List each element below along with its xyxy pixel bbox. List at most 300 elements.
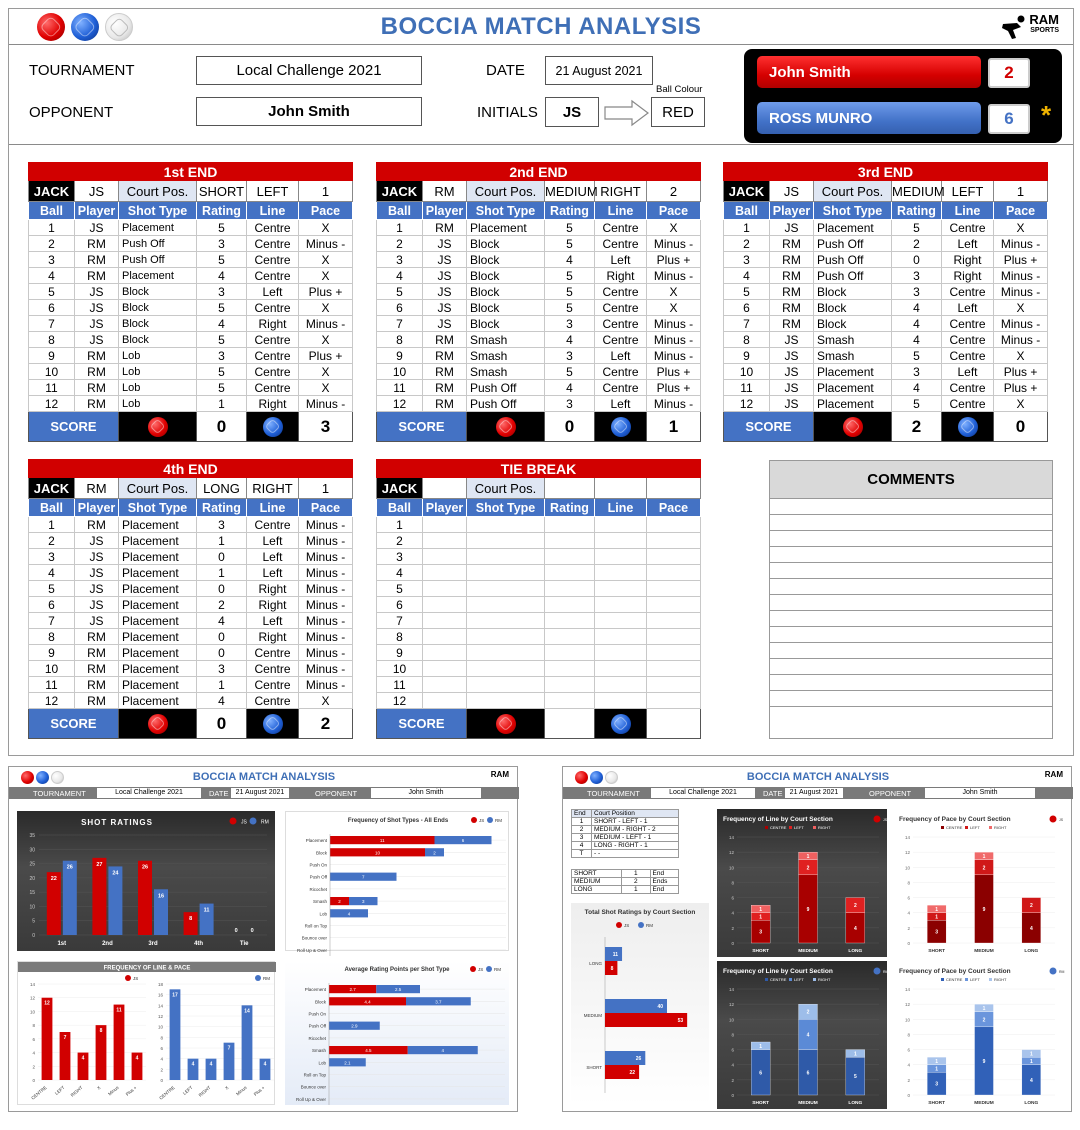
cell-shot-type[interactable]: Placement <box>814 220 892 236</box>
comment-line[interactable] <box>770 595 1052 611</box>
court-side-cell[interactable]: LEFT <box>942 181 994 202</box>
cell-pace[interactable] <box>647 517 701 533</box>
cell-shot-type[interactable]: Smash <box>467 348 545 364</box>
cell-rating[interactable]: 3 <box>197 661 247 677</box>
cell-player[interactable]: JS <box>770 364 814 380</box>
cell-player[interactable] <box>423 693 467 709</box>
cell-line[interactable]: Left <box>247 533 299 549</box>
cell-rating[interactable]: 5 <box>197 252 247 268</box>
cell-shot-type[interactable]: Placement <box>119 645 197 661</box>
cell-player[interactable] <box>423 629 467 645</box>
cell-pace[interactable]: X <box>994 396 1048 412</box>
cell-line[interactable]: Centre <box>247 693 299 709</box>
cell-line[interactable]: Centre <box>247 268 299 284</box>
cell-pace[interactable]: Minus - <box>994 332 1048 348</box>
cell-player[interactable]: RM <box>423 364 467 380</box>
opponent-field[interactable]: John Smith <box>196 97 422 126</box>
cell-shot-type[interactable]: Block <box>467 252 545 268</box>
cell-shot-type[interactable]: Smash <box>814 332 892 348</box>
cell-line[interactable]: Centre <box>942 396 994 412</box>
cell-shot-type[interactable]: Placement <box>119 517 197 533</box>
court-side-cell[interactable]: LEFT <box>247 181 299 202</box>
cell-line[interactable] <box>595 677 647 693</box>
cell-player[interactable]: JS <box>75 613 119 629</box>
cell-shot-type[interactable]: Placement <box>814 396 892 412</box>
comment-line[interactable] <box>770 643 1052 659</box>
cell-pace[interactable] <box>647 533 701 549</box>
cell-pace[interactable]: Minus - <box>299 677 353 693</box>
court-side-cell[interactable]: RIGHT <box>247 478 299 499</box>
cell-player[interactable]: JS <box>423 252 467 268</box>
cell-shot-type[interactable]: Placement <box>119 629 197 645</box>
cell-player[interactable]: RM <box>75 677 119 693</box>
cell-line[interactable]: Left <box>595 348 647 364</box>
jack-player-cell[interactable]: RM <box>423 181 467 202</box>
cell-line[interactable] <box>595 549 647 565</box>
cell-line[interactable]: Centre <box>595 364 647 380</box>
cell-line[interactable]: Centre <box>595 236 647 252</box>
cell-pace[interactable]: X <box>299 332 353 348</box>
cell-pace[interactable]: X <box>299 300 353 316</box>
comment-line[interactable] <box>770 611 1052 627</box>
cell-shot-type[interactable] <box>467 549 545 565</box>
cell-player[interactable] <box>423 533 467 549</box>
cell-rating[interactable]: 0 <box>197 645 247 661</box>
cell-player[interactable]: JS <box>423 316 467 332</box>
cell-pace[interactable]: Plus + <box>994 252 1048 268</box>
cell-rating[interactable]: 4 <box>197 693 247 709</box>
court-depth-cell[interactable]: MEDIUM <box>545 181 595 202</box>
cell-pace[interactable]: Plus + <box>994 380 1048 396</box>
cell-shot-type[interactable]: Placement <box>119 533 197 549</box>
cell-shot-type[interactable]: Lob <box>119 380 197 396</box>
cell-pace[interactable]: Minus - <box>647 332 701 348</box>
cell-player[interactable]: RM <box>770 316 814 332</box>
cell-line[interactable]: Centre <box>247 661 299 677</box>
cell-pace[interactable]: Minus - <box>994 236 1048 252</box>
cell-line[interactable]: Left <box>247 549 299 565</box>
cell-pace[interactable]: Minus - <box>299 236 353 252</box>
cell-shot-type[interactable]: Block <box>814 300 892 316</box>
cell-pace[interactable]: Plus + <box>647 252 701 268</box>
cell-shot-type[interactable]: Lob <box>119 348 197 364</box>
cell-line[interactable] <box>595 629 647 645</box>
cell-line[interactable]: Left <box>942 300 994 316</box>
comment-line[interactable] <box>770 659 1052 675</box>
cell-rating[interactable] <box>545 693 595 709</box>
initials-field[interactable]: JS <box>545 97 599 127</box>
comment-line[interactable] <box>770 499 1052 515</box>
cell-shot-type[interactable]: Lob <box>119 364 197 380</box>
cell-pace[interactable]: X <box>299 364 353 380</box>
cell-shot-type[interactable]: Placement <box>119 677 197 693</box>
cell-shot-type[interactable]: Placement <box>814 380 892 396</box>
cell-pace[interactable] <box>647 645 701 661</box>
cell-line[interactable]: Centre <box>247 380 299 396</box>
cell-rating[interactable]: 1 <box>197 396 247 412</box>
cell-rating[interactable]: 4 <box>892 316 942 332</box>
cell-player[interactable]: JS <box>423 268 467 284</box>
cell-shot-type[interactable]: Block <box>467 236 545 252</box>
cell-rating[interactable] <box>545 517 595 533</box>
cell-pace[interactable]: Minus - <box>299 661 353 677</box>
cell-shot-type[interactable]: Block <box>467 300 545 316</box>
cell-pace[interactable]: Minus - <box>994 284 1048 300</box>
cell-pace[interactable]: Minus - <box>299 517 353 533</box>
cell-player[interactable]: RM <box>770 300 814 316</box>
cell-shot-type[interactable]: Push Off <box>467 396 545 412</box>
cell-player[interactable] <box>423 517 467 533</box>
cell-player[interactable] <box>423 661 467 677</box>
cell-player[interactable]: JS <box>75 316 119 332</box>
cell-rating[interactable]: 2 <box>892 236 942 252</box>
jack-player-cell[interactable] <box>423 478 467 499</box>
cell-shot-type[interactable]: Placement <box>119 268 197 284</box>
cell-rating[interactable]: 4 <box>892 332 942 348</box>
cell-rating[interactable]: 3 <box>892 268 942 284</box>
cell-shot-type[interactable] <box>467 565 545 581</box>
cell-shot-type[interactable]: Push Off <box>814 252 892 268</box>
cell-line[interactable] <box>595 517 647 533</box>
cell-shot-type[interactable] <box>467 533 545 549</box>
cell-line[interactable] <box>595 533 647 549</box>
cell-player[interactable]: RM <box>75 252 119 268</box>
cell-rating[interactable]: 3 <box>197 348 247 364</box>
cell-shot-type[interactable]: Block <box>119 300 197 316</box>
cell-player[interactable]: JS <box>423 284 467 300</box>
cell-shot-type[interactable]: Push Off <box>119 236 197 252</box>
cell-line[interactable] <box>595 645 647 661</box>
cell-line[interactable]: Centre <box>247 517 299 533</box>
jack-player-cell[interactable]: JS <box>770 181 814 202</box>
cell-pace[interactable]: Minus - <box>299 581 353 597</box>
cell-pace[interactable]: X <box>299 268 353 284</box>
cell-line[interactable]: Centre <box>247 645 299 661</box>
comment-line[interactable] <box>770 547 1052 563</box>
cell-pace[interactable]: X <box>647 300 701 316</box>
cell-player[interactable] <box>423 645 467 661</box>
cell-rating[interactable]: 1 <box>197 533 247 549</box>
blue-end-score[interactable]: 3 <box>299 412 353 442</box>
cell-line[interactable]: Centre <box>247 348 299 364</box>
cell-pace[interactable] <box>647 613 701 629</box>
cell-shot-type[interactable]: Push Off <box>814 236 892 252</box>
comment-line[interactable] <box>770 627 1052 643</box>
red-end-score[interactable]: 0 <box>197 709 247 739</box>
cell-rating[interactable]: 3 <box>892 364 942 380</box>
cell-line[interactable]: Right <box>247 581 299 597</box>
cell-pace[interactable]: Plus + <box>647 364 701 380</box>
cell-pace[interactable]: X <box>299 380 353 396</box>
cell-rating[interactable]: 5 <box>892 220 942 236</box>
cell-player[interactable]: JS <box>423 300 467 316</box>
cell-line[interactable]: Centre <box>595 332 647 348</box>
comment-line[interactable] <box>770 531 1052 547</box>
cell-rating[interactable]: 5 <box>545 300 595 316</box>
comment-line[interactable] <box>770 515 1052 531</box>
cell-pace[interactable]: X <box>994 300 1048 316</box>
cell-line[interactable]: Centre <box>942 316 994 332</box>
cell-rating[interactable] <box>545 613 595 629</box>
cell-line[interactable]: Centre <box>247 364 299 380</box>
cell-rating[interactable] <box>545 581 595 597</box>
cell-line[interactable]: Centre <box>595 284 647 300</box>
cell-rating[interactable]: 5 <box>545 268 595 284</box>
cell-shot-type[interactable]: Push Off <box>467 380 545 396</box>
cell-shot-type[interactable] <box>467 645 545 661</box>
cell-line[interactable]: Left <box>247 565 299 581</box>
cell-line[interactable]: Centre <box>942 220 994 236</box>
cell-line[interactable]: Left <box>247 284 299 300</box>
jack-player-cell[interactable]: RM <box>75 478 119 499</box>
court-side-cell[interactable]: RIGHT <box>595 181 647 202</box>
cell-line[interactable]: Centre <box>247 677 299 693</box>
cell-player[interactable]: RM <box>75 236 119 252</box>
tournament-field[interactable]: Local Challenge 2021 <box>196 56 422 85</box>
cell-player[interactable]: RM <box>770 284 814 300</box>
cell-rating[interactable]: 4 <box>197 268 247 284</box>
cell-shot-type[interactable] <box>467 629 545 645</box>
cell-shot-type[interactable] <box>467 693 545 709</box>
ball-colour-field[interactable]: RED <box>651 97 705 127</box>
comment-line[interactable] <box>770 675 1052 691</box>
cell-player[interactable]: JS <box>423 236 467 252</box>
cell-shot-type[interactable]: Block <box>467 284 545 300</box>
cell-rating[interactable]: 3 <box>892 284 942 300</box>
cell-player[interactable] <box>423 597 467 613</box>
cell-player[interactable]: RM <box>75 629 119 645</box>
cell-line[interactable]: Left <box>247 613 299 629</box>
blue-end-score[interactable]: 0 <box>994 412 1048 442</box>
cell-line[interactable]: Centre <box>942 332 994 348</box>
cell-shot-type[interactable] <box>467 661 545 677</box>
cell-player[interactable]: RM <box>75 661 119 677</box>
cell-rating[interactable]: 5 <box>197 220 247 236</box>
cell-line[interactable]: Centre <box>595 300 647 316</box>
cell-pace[interactable]: X <box>994 220 1048 236</box>
cell-player[interactable]: JS <box>75 581 119 597</box>
cell-player[interactable]: RM <box>75 348 119 364</box>
cell-pace[interactable]: Minus - <box>299 613 353 629</box>
cell-player[interactable]: RM <box>770 252 814 268</box>
cell-pace[interactable]: X <box>994 348 1048 364</box>
cell-player[interactable]: RM <box>423 396 467 412</box>
cell-pace[interactable]: Minus - <box>299 597 353 613</box>
cell-pace[interactable] <box>647 565 701 581</box>
cell-shot-type[interactable]: Placement <box>119 565 197 581</box>
red-player-button[interactable]: John Smith <box>757 56 981 88</box>
cell-rating[interactable] <box>545 645 595 661</box>
cell-pace[interactable] <box>647 549 701 565</box>
cell-player[interactable] <box>423 613 467 629</box>
cell-shot-type[interactable]: Placement <box>119 549 197 565</box>
cell-shot-type[interactable]: Placement <box>119 581 197 597</box>
red-end-score[interactable]: 2 <box>892 412 942 442</box>
cell-shot-type[interactable]: Smash <box>467 332 545 348</box>
cell-rating[interactable]: 5 <box>197 332 247 348</box>
cell-shot-type[interactable]: Placement <box>119 693 197 709</box>
cell-line[interactable] <box>595 597 647 613</box>
comment-line[interactable] <box>770 563 1052 579</box>
cell-pace[interactable]: X <box>299 252 353 268</box>
cell-player[interactable]: RM <box>75 396 119 412</box>
cell-player[interactable]: JS <box>770 220 814 236</box>
cell-player[interactable]: JS <box>75 220 119 236</box>
cell-player[interactable]: RM <box>75 380 119 396</box>
cell-line[interactable] <box>595 565 647 581</box>
cell-rating[interactable] <box>545 533 595 549</box>
cell-line[interactable]: Left <box>942 236 994 252</box>
cell-player[interactable]: RM <box>423 348 467 364</box>
cell-rating[interactable]: 5 <box>545 364 595 380</box>
cell-pace[interactable]: Minus - <box>647 396 701 412</box>
cell-line[interactable]: Right <box>247 396 299 412</box>
cell-rating[interactable]: 5 <box>545 236 595 252</box>
red-end-score[interactable] <box>545 709 595 739</box>
cell-line[interactable]: Centre <box>247 236 299 252</box>
cell-player[interactable]: RM <box>75 268 119 284</box>
cell-rating[interactable]: 3 <box>545 396 595 412</box>
cell-rating[interactable] <box>545 629 595 645</box>
cell-shot-type[interactable]: Block <box>814 316 892 332</box>
cell-player[interactable]: RM <box>423 332 467 348</box>
cell-line[interactable]: Right <box>942 268 994 284</box>
cell-pace[interactable]: Plus + <box>299 348 353 364</box>
cell-rating[interactable]: 0 <box>197 629 247 645</box>
cell-shot-type[interactable]: Placement <box>119 220 197 236</box>
cell-rating[interactable]: 3 <box>197 236 247 252</box>
cell-pace[interactable]: Minus - <box>647 268 701 284</box>
cell-shot-type[interactable]: Block <box>467 268 545 284</box>
cell-player[interactable]: RM <box>75 693 119 709</box>
cell-rating[interactable]: 5 <box>197 380 247 396</box>
cell-player[interactable]: JS <box>770 396 814 412</box>
cell-pace[interactable]: Minus - <box>299 645 353 661</box>
cell-pace[interactable] <box>647 581 701 597</box>
cell-line[interactable]: Centre <box>942 348 994 364</box>
cell-shot-type[interactable]: Placement <box>119 597 197 613</box>
cell-line[interactable]: Left <box>942 364 994 380</box>
cell-rating[interactable]: 0 <box>892 252 942 268</box>
jack-player-cell[interactable]: JS <box>75 181 119 202</box>
cell-rating[interactable] <box>545 661 595 677</box>
cell-rating[interactable]: 0 <box>197 581 247 597</box>
court-num-cell[interactable]: 1 <box>299 478 353 499</box>
cell-rating[interactable]: 3 <box>545 348 595 364</box>
cell-pace[interactable] <box>647 693 701 709</box>
cell-rating[interactable]: 4 <box>545 332 595 348</box>
cell-line[interactable] <box>595 613 647 629</box>
cell-shot-type[interactable]: Block <box>814 284 892 300</box>
cell-rating[interactable] <box>545 565 595 581</box>
cell-rating[interactable]: 4 <box>197 316 247 332</box>
cell-rating[interactable]: 1 <box>197 677 247 693</box>
cell-line[interactable]: Right <box>595 268 647 284</box>
cell-player[interactable]: RM <box>75 517 119 533</box>
cell-player[interactable]: JS <box>75 533 119 549</box>
cell-line[interactable]: Centre <box>595 220 647 236</box>
cell-shot-type[interactable]: Block <box>119 332 197 348</box>
cell-pace[interactable] <box>647 597 701 613</box>
red-end-score[interactable]: 0 <box>197 412 247 442</box>
cell-pace[interactable]: Minus - <box>299 549 353 565</box>
cell-pace[interactable] <box>647 629 701 645</box>
cell-pace[interactable]: Minus - <box>299 396 353 412</box>
cell-shot-type[interactable]: Smash <box>814 348 892 364</box>
cell-rating[interactable]: 5 <box>892 396 942 412</box>
cell-shot-type[interactable] <box>467 517 545 533</box>
cell-player[interactable]: JS <box>75 565 119 581</box>
cell-pace[interactable]: Plus + <box>994 364 1048 380</box>
cell-shot-type[interactable] <box>467 677 545 693</box>
cell-line[interactable]: Right <box>942 252 994 268</box>
cell-player[interactable] <box>423 565 467 581</box>
cell-pace[interactable]: X <box>299 693 353 709</box>
cell-player[interactable]: JS <box>75 597 119 613</box>
cell-pace[interactable]: Minus - <box>299 629 353 645</box>
cell-line[interactable] <box>595 693 647 709</box>
cell-shot-type[interactable]: Placement <box>119 613 197 629</box>
cell-player[interactable]: JS <box>75 332 119 348</box>
cell-line[interactable] <box>595 581 647 597</box>
cell-rating[interactable]: 4 <box>197 613 247 629</box>
cell-player[interactable]: RM <box>770 236 814 252</box>
cell-player[interactable]: JS <box>75 300 119 316</box>
court-num-cell[interactable]: 1 <box>994 181 1048 202</box>
cell-rating[interactable]: 3 <box>545 316 595 332</box>
cell-shot-type[interactable]: Placement <box>814 364 892 380</box>
blue-end-score[interactable]: 1 <box>647 412 701 442</box>
cell-line[interactable]: Right <box>247 597 299 613</box>
cell-pace[interactable]: Minus - <box>299 533 353 549</box>
cell-player[interactable] <box>423 581 467 597</box>
cell-line[interactable]: Centre <box>247 300 299 316</box>
cell-rating[interactable] <box>545 549 595 565</box>
cell-line[interactable] <box>595 661 647 677</box>
cell-line[interactable]: Centre <box>247 220 299 236</box>
cell-pace[interactable]: Plus + <box>647 380 701 396</box>
cell-player[interactable]: JS <box>770 332 814 348</box>
cell-player[interactable]: RM <box>423 380 467 396</box>
comment-line[interactable] <box>770 579 1052 595</box>
cell-line[interactable]: Centre <box>247 252 299 268</box>
cell-shot-type[interactable]: Block <box>119 284 197 300</box>
cell-pace[interactable]: Minus - <box>299 565 353 581</box>
court-side-cell[interactable] <box>595 478 647 499</box>
cell-line[interactable]: Centre <box>247 332 299 348</box>
cell-player[interactable]: JS <box>770 380 814 396</box>
cell-line[interactable]: Left <box>595 252 647 268</box>
cell-rating[interactable]: 3 <box>197 284 247 300</box>
court-depth-cell[interactable]: SHORT <box>197 181 247 202</box>
cell-pace[interactable]: Plus + <box>299 284 353 300</box>
cell-pace[interactable]: Minus - <box>647 236 701 252</box>
cell-shot-type[interactable] <box>467 581 545 597</box>
cell-line[interactable]: Centre <box>942 380 994 396</box>
cell-line[interactable]: Centre <box>595 316 647 332</box>
court-num-cell[interactable]: 1 <box>299 181 353 202</box>
cell-player[interactable]: JS <box>75 284 119 300</box>
court-depth-cell[interactable]: MEDIUM <box>892 181 942 202</box>
cell-line[interactable]: Left <box>595 396 647 412</box>
cell-rating[interactable]: 2 <box>197 597 247 613</box>
court-num-cell[interactable]: 2 <box>647 181 701 202</box>
cell-rating[interactable]: 1 <box>197 565 247 581</box>
cell-pace[interactable]: Minus - <box>299 316 353 332</box>
cell-line[interactable]: Right <box>247 316 299 332</box>
cell-rating[interactable] <box>545 677 595 693</box>
cell-shot-type[interactable]: Push Off <box>814 268 892 284</box>
